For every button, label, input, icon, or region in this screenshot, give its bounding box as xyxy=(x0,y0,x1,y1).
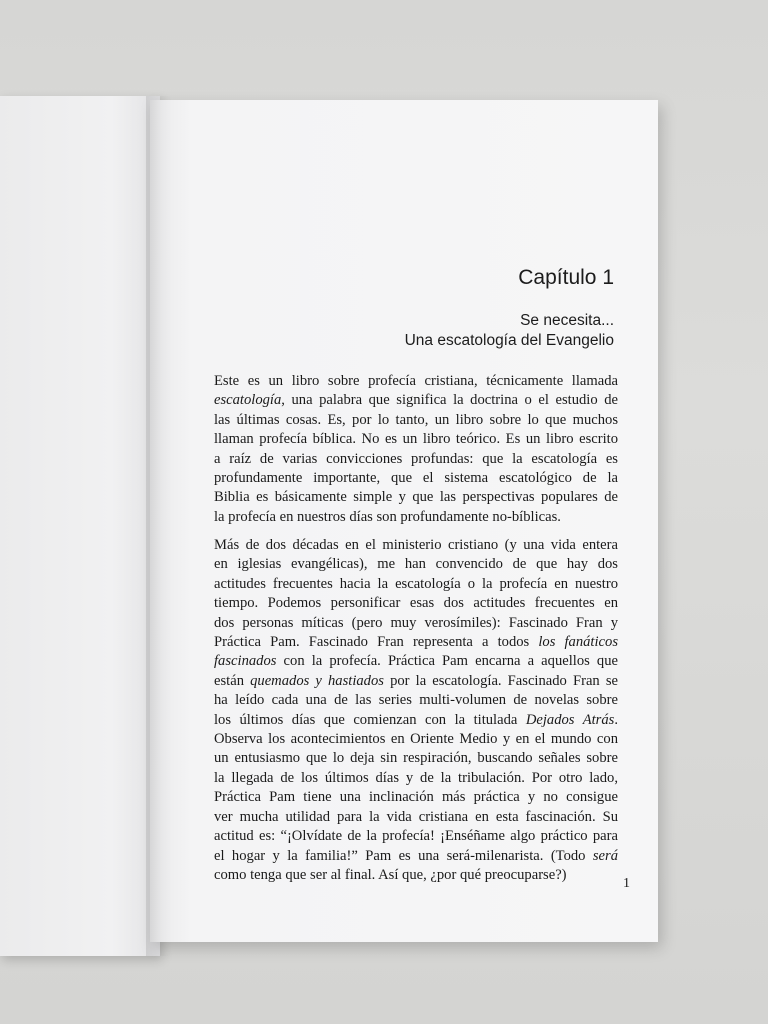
italic-text: escatología xyxy=(214,392,282,409)
page-number: 1 xyxy=(623,876,630,891)
text-line xyxy=(214,614,618,633)
text-segment: Práctica Pam. Fascinado Fran representa a todos xyxy=(214,634,539,651)
text-segment: con la profecía. Práctica Pam encarna a aquellos que xyxy=(276,653,618,670)
text-line xyxy=(214,866,618,885)
text-segment: un entusiasmo que lo deja sin respiración, buscando señales sobre xyxy=(214,750,618,767)
italic-text: será xyxy=(592,847,618,864)
text-segment: ha leído cada una de las series multi-volumen de novelas sobre xyxy=(214,692,618,709)
italic-text: fascinados xyxy=(214,653,277,670)
text-line xyxy=(214,508,618,527)
text-line xyxy=(214,536,618,555)
right-page xyxy=(150,100,658,942)
text-line xyxy=(214,450,618,469)
text-line xyxy=(214,788,618,807)
text-line xyxy=(214,827,618,846)
paragraph-2 xyxy=(214,536,618,885)
italic-text: los fanáticos xyxy=(538,634,618,651)
text-segment: . xyxy=(614,711,618,728)
text-line xyxy=(214,488,618,507)
book-gutter xyxy=(146,96,172,956)
text-line xyxy=(214,847,618,866)
text-segment: Práctica Pam tiene una inclinación más práctica y no consigue xyxy=(214,789,618,806)
text-segment: tiempo. Podemos personificar esas dos actitudes frecuentes en xyxy=(214,595,618,612)
text-line xyxy=(214,555,618,574)
text-segment: el hogar y la familia!” Pam es una será-milenarista. (Todo xyxy=(214,847,593,864)
text-segment: a raíz de varias convicciones profundas: que la escatología es xyxy=(214,450,618,467)
text-segment: están xyxy=(214,672,251,689)
text-segment: como tenga que ser al final. Así que, ¿por qué preocuparse?) xyxy=(214,866,567,883)
text-line xyxy=(214,633,618,652)
text-segment: llaman profecía bíblica. No es un libro teórico. Es un libro escrito xyxy=(214,431,618,448)
text-line xyxy=(214,730,618,749)
text-line xyxy=(214,469,618,488)
text-line xyxy=(214,672,618,691)
chapter-subtitle-line1: Se necesita... xyxy=(520,312,614,329)
text-segment: Biblia es básicamente simple y que las perspectivas populares de xyxy=(214,489,618,506)
text-segment: los últimos días que comienzan con la titulada xyxy=(214,711,526,728)
text-segment: por la escatología. Fascinado Fran se xyxy=(383,672,618,689)
text-line xyxy=(214,711,618,730)
text-segment: , una palabra que significa la doctrina o el estudio de xyxy=(281,392,618,409)
text-segment: en iglesias evangélicas), me han convencido de que hay dos xyxy=(214,556,618,573)
text-line xyxy=(214,391,618,410)
text-line xyxy=(214,372,618,391)
chapter-subtitle-line2: Una escatología del Evangelio xyxy=(404,332,614,349)
text-segment: ver mucha utilidad para la vida cristiana en esta fascinación. Su xyxy=(214,808,618,825)
text-segment: actitud es: “¡Olvídate de la profecía! ¡Enséñame algo práctico para xyxy=(214,828,618,845)
left-page xyxy=(0,96,160,956)
paragraph-1 xyxy=(214,372,618,527)
text-line xyxy=(214,411,618,430)
text-line xyxy=(214,594,618,613)
text-line xyxy=(214,808,618,827)
text-line xyxy=(214,691,618,710)
text-segment: dos personas míticas (pero muy verosímiles): Fascinado Fran y xyxy=(214,614,618,631)
chapter-title: Capítulo 1 xyxy=(518,266,614,289)
text-segment: las últimas cosas. Es, por lo tanto, un libro sobre lo que muchos xyxy=(214,411,618,428)
text-segment: Más de dos décadas en el ministerio cristiano (y una vida entera xyxy=(214,537,618,553)
text-line xyxy=(214,652,618,671)
text-line xyxy=(214,749,618,768)
text-segment: profundamente importante, que el sistema escatológico de la xyxy=(214,470,618,487)
text-line xyxy=(214,769,618,788)
text-segment: Observa los acontecimientos en Oriente Medio y en el mundo con xyxy=(214,731,618,748)
text-segment: la llegada de los últimos días y de la tribulación. Por otro lado, xyxy=(214,769,618,786)
italic-text: quemados y hastiados xyxy=(250,672,384,689)
text-line xyxy=(214,575,618,594)
text-segment: la profecía en nuestros días son profundamente no-bíblicas. xyxy=(214,508,561,525)
text-line xyxy=(214,430,618,449)
italic-text: Dejados Atrás xyxy=(525,711,615,728)
text-segment: actitudes frecuentes hacia la escatología o la profecía en nuestro xyxy=(214,575,618,592)
text-segment: Este es un libro sobre profecía cristiana, técnicamente llamada xyxy=(214,373,618,389)
